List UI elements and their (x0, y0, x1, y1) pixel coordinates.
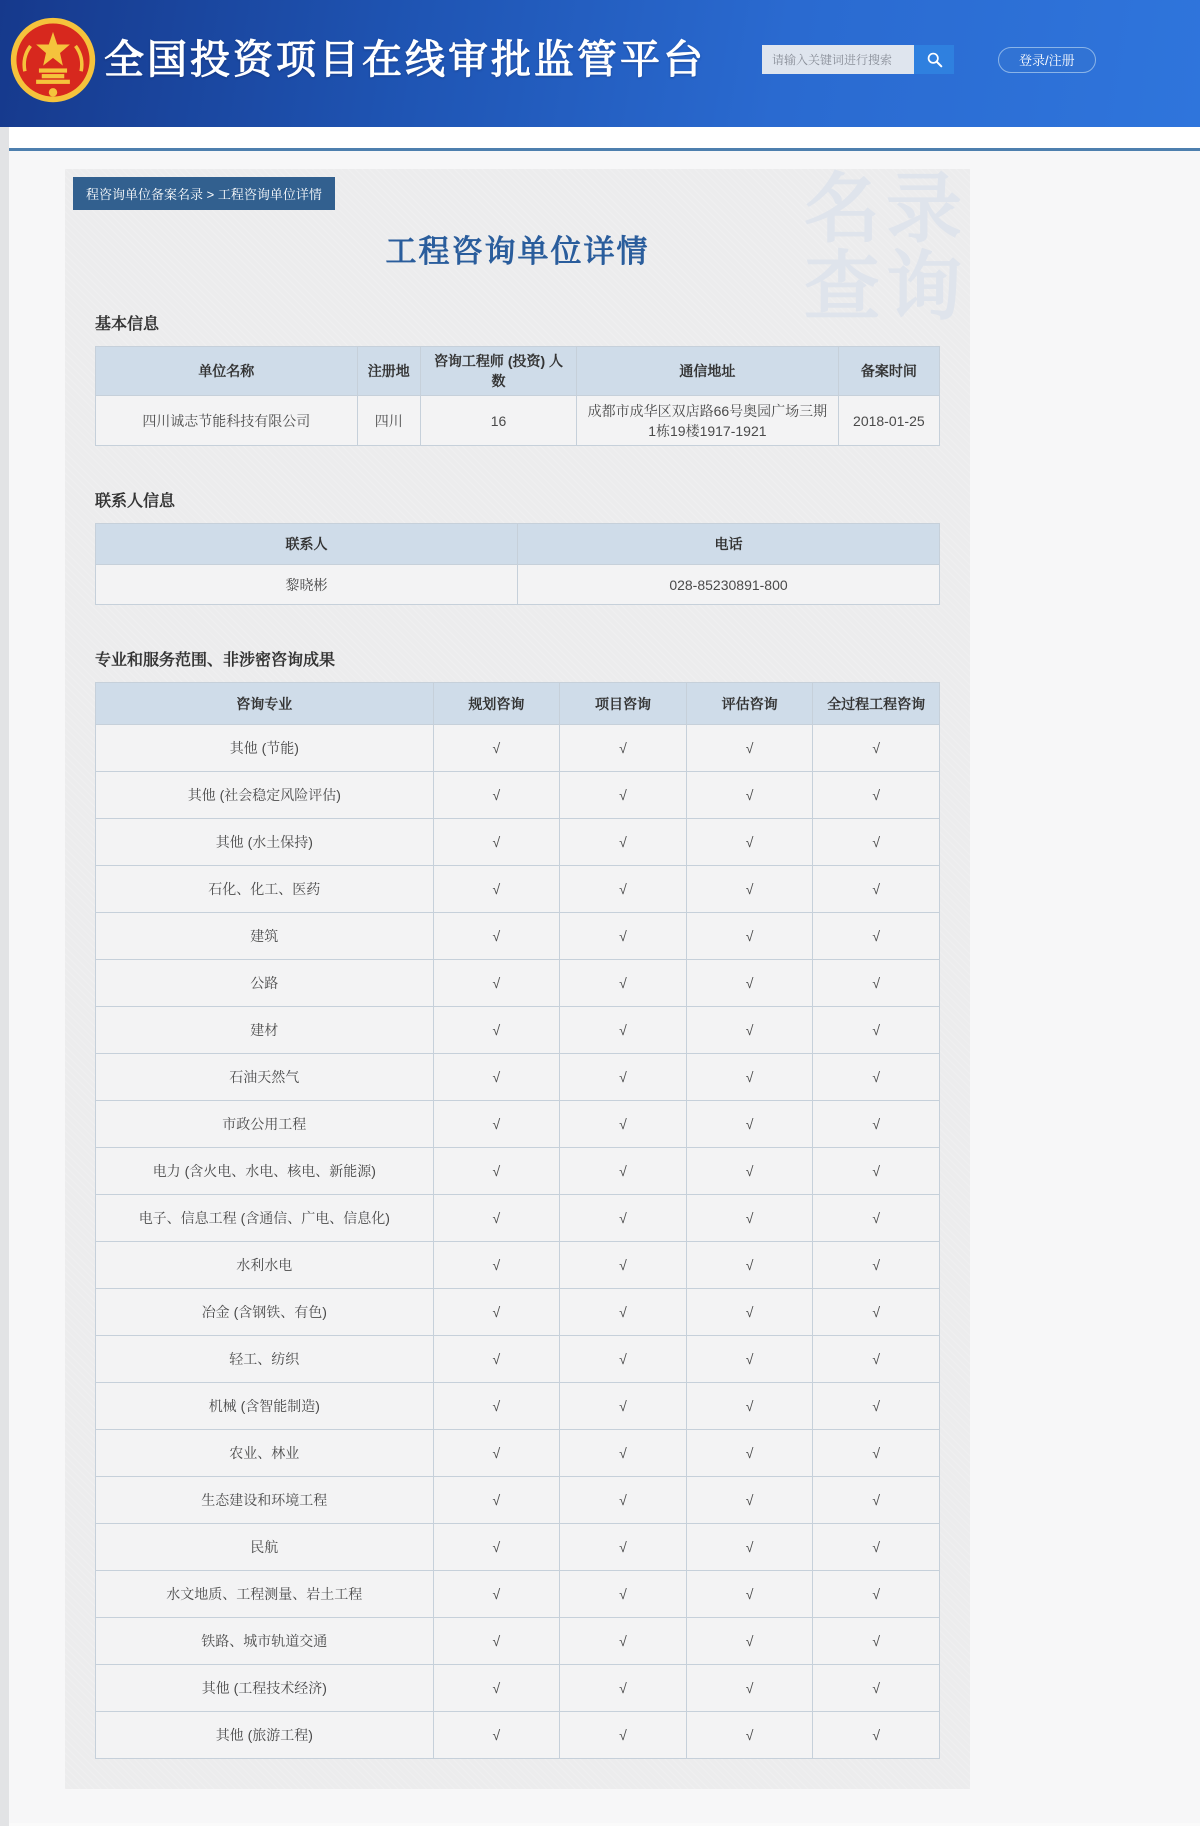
login-register-button[interactable]: 登录/注册 (998, 47, 1096, 73)
contact-title: 联系人信息 (95, 493, 176, 510)
col-header-address: 通信地址 (577, 347, 839, 396)
service-row (96, 866, 940, 913)
service-check-cell: √ (686, 913, 813, 960)
col-header-evaluation-consulting: 评估咨询 (686, 683, 813, 725)
service-row (96, 960, 940, 1007)
service-specialty-cell: 铁路、城市轨道交通 (96, 1618, 434, 1665)
service-specialty-cell: 轻工、纺织 (96, 1336, 434, 1383)
service-check-cell: √ (433, 866, 560, 913)
service-check-cell: √ (686, 1618, 813, 1665)
service-check-cell: √ (813, 819, 940, 866)
service-check-cell: √ (686, 1712, 813, 1759)
basic-info-title: 基本信息 (95, 316, 160, 333)
service-row (96, 913, 940, 960)
service-check-cell: √ (433, 725, 560, 772)
service-row (96, 1336, 940, 1383)
service-check-cell: √ (433, 1524, 560, 1571)
service-row (96, 1571, 940, 1618)
service-check-cell: √ (433, 1571, 560, 1618)
service-check-cell: √ (686, 1101, 813, 1148)
site-title: 全国投资项目在线审批监管平台 (104, 38, 706, 82)
service-check-cell: √ (813, 772, 940, 819)
services-table (95, 682, 940, 1759)
service-row (96, 772, 940, 819)
contact-table (95, 523, 940, 605)
national-emblem-logo (8, 14, 98, 106)
service-row (96, 1524, 940, 1571)
service-check-cell: √ (686, 1336, 813, 1383)
service-check-cell: √ (560, 1571, 687, 1618)
service-check-cell: √ (433, 772, 560, 819)
service-check-cell: √ (433, 819, 560, 866)
col-header-project-consulting: 项目咨询 (560, 683, 687, 725)
service-check-cell: √ (686, 1195, 813, 1242)
breadcrumb[interactable]: 程咨询单位备案名录 > 工程咨询单位详情 (73, 177, 335, 210)
service-check-cell: √ (813, 1712, 940, 1759)
service-check-cell: √ (686, 772, 813, 819)
service-check-cell: √ (433, 1336, 560, 1383)
service-check-cell: √ (813, 1571, 940, 1618)
service-check-cell: √ (813, 1148, 940, 1195)
service-check-cell: √ (813, 1665, 940, 1712)
service-check-cell: √ (433, 913, 560, 960)
page-title: 工程咨询单位详情 (385, 234, 650, 269)
service-check-cell: √ (813, 913, 940, 960)
header-divider-band (0, 127, 1200, 151)
service-check-cell: √ (813, 866, 940, 913)
service-specialty-cell: 农业、林业 (96, 1430, 434, 1477)
service-row (96, 1383, 940, 1430)
service-check-cell: √ (560, 1383, 687, 1430)
service-check-cell: √ (686, 1054, 813, 1101)
service-specialty-cell: 其他 (节能) (96, 725, 434, 772)
content-panel (65, 169, 970, 1789)
record-date-cell: 2018-01-25 (838, 396, 939, 446)
service-check-cell: √ (560, 1618, 687, 1665)
service-check-cell: √ (433, 1618, 560, 1665)
basic-info-header-row (96, 347, 940, 396)
service-check-cell: √ (560, 1336, 687, 1383)
service-check-cell: √ (686, 1148, 813, 1195)
service-check-cell: √ (813, 1430, 940, 1477)
service-check-cell: √ (433, 1195, 560, 1242)
service-row (96, 1665, 940, 1712)
contact-data-row (96, 565, 940, 605)
services-header-row (96, 683, 940, 725)
service-check-cell: √ (433, 1712, 560, 1759)
service-specialty-cell: 冶金 (含钢铁、有色) (96, 1289, 434, 1336)
service-check-cell: √ (560, 725, 687, 772)
service-check-cell: √ (560, 1477, 687, 1524)
col-header-planning-consulting: 规划咨询 (433, 683, 560, 725)
col-header-specialty: 咨询专业 (96, 683, 434, 725)
services-table-body (96, 725, 940, 1759)
service-specialty-cell: 机械 (含智能制造) (96, 1383, 434, 1430)
service-check-cell: √ (433, 1101, 560, 1148)
service-specialty-cell: 公路 (96, 960, 434, 1007)
service-check-cell: √ (813, 1383, 940, 1430)
service-check-cell: √ (560, 772, 687, 819)
search-button[interactable] (914, 45, 954, 74)
service-row (96, 1148, 940, 1195)
service-check-cell: √ (686, 866, 813, 913)
service-check-cell: √ (560, 1665, 687, 1712)
service-check-cell: √ (813, 725, 940, 772)
service-row (96, 1618, 940, 1665)
service-specialty-cell: 水利水电 (96, 1242, 434, 1289)
service-check-cell: √ (686, 960, 813, 1007)
service-check-cell: √ (560, 1148, 687, 1195)
services-section (65, 647, 970, 1759)
service-check-cell: √ (433, 960, 560, 1007)
service-check-cell: √ (433, 1289, 560, 1336)
service-check-cell: √ (433, 1383, 560, 1430)
service-check-cell: √ (813, 1477, 940, 1524)
service-check-cell: √ (686, 1524, 813, 1571)
service-check-cell: √ (560, 1289, 687, 1336)
service-check-cell: √ (433, 1007, 560, 1054)
watermark-line-1: 名录 (804, 167, 968, 252)
service-row (96, 1242, 940, 1289)
col-header-engineer-count: 咨询工程师 (投资) 人数 (420, 347, 576, 396)
service-specialty-cell: 建材 (96, 1007, 434, 1054)
service-check-cell: √ (560, 819, 687, 866)
service-check-cell: √ (813, 1007, 940, 1054)
service-specialty-cell: 其他 (工程技术经济) (96, 1665, 434, 1712)
service-row (96, 1430, 940, 1477)
page-left-gutter (0, 127, 9, 1826)
service-specialty-cell: 其他 (水土保持) (96, 819, 434, 866)
col-header-whole-process-consulting: 全过程工程咨询 (813, 683, 940, 725)
site-header (0, 0, 1200, 127)
service-check-cell: √ (813, 1054, 940, 1101)
service-specialty-cell: 其他 (社会稳定风险评估) (96, 772, 434, 819)
page-area (0, 151, 1200, 1823)
service-check-cell: √ (686, 1571, 813, 1618)
service-check-cell: √ (560, 1430, 687, 1477)
service-row (96, 725, 940, 772)
service-check-cell: √ (560, 1524, 687, 1571)
registered-place-cell: 四川 (357, 396, 420, 446)
service-check-cell: √ (560, 1007, 687, 1054)
service-check-cell: √ (560, 1101, 687, 1148)
service-row (96, 1712, 940, 1759)
basic-info-table (95, 346, 940, 446)
service-check-cell: √ (686, 1430, 813, 1477)
service-check-cell: √ (686, 1242, 813, 1289)
address-cell: 成都市成华区双店路66号奥园广场三期1栋19楼1917-1921 (577, 396, 839, 446)
col-header-record-date: 备案时间 (838, 347, 939, 396)
service-check-cell: √ (560, 866, 687, 913)
service-check-cell: √ (686, 819, 813, 866)
basic-info-section (65, 311, 970, 446)
service-check-cell: √ (813, 1289, 940, 1336)
service-check-cell: √ (686, 1477, 813, 1524)
service-row (96, 1054, 940, 1101)
service-specialty-cell: 水文地质、工程测量、岩土工程 (96, 1571, 434, 1618)
unit-name-cell: 四川诚志节能科技有限公司 (96, 396, 358, 446)
service-check-cell: √ (813, 960, 940, 1007)
service-specialty-cell: 民航 (96, 1524, 434, 1571)
service-specialty-cell: 生态建设和环境工程 (96, 1477, 434, 1524)
service-row (96, 819, 940, 866)
service-check-cell: √ (433, 1430, 560, 1477)
service-row (96, 1195, 940, 1242)
service-check-cell: √ (560, 1054, 687, 1101)
service-specialty-cell: 电子、信息工程 (含通信、广电、信息化) (96, 1195, 434, 1242)
service-row (96, 1289, 940, 1336)
service-check-cell: √ (813, 1618, 940, 1665)
search-group (762, 45, 954, 74)
service-specialty-cell: 市政公用工程 (96, 1101, 434, 1148)
col-header-contact-name: 联系人 (96, 524, 518, 565)
search-icon (926, 51, 943, 68)
service-row (96, 1101, 940, 1148)
contact-name-cell: 黎晓彬 (96, 565, 518, 605)
service-check-cell: √ (686, 725, 813, 772)
service-check-cell: √ (813, 1195, 940, 1242)
search-input[interactable] (762, 45, 914, 74)
service-check-cell: √ (433, 1148, 560, 1195)
service-check-cell: √ (433, 1477, 560, 1524)
service-check-cell: √ (813, 1336, 940, 1383)
service-specialty-cell: 建筑 (96, 913, 434, 960)
service-check-cell: √ (560, 913, 687, 960)
contact-header-row (96, 524, 940, 565)
service-check-cell: √ (813, 1101, 940, 1148)
basic-info-data-row (96, 396, 940, 446)
service-check-cell: √ (560, 1242, 687, 1289)
service-check-cell: √ (433, 1054, 560, 1101)
service-check-cell: √ (813, 1242, 940, 1289)
service-specialty-cell: 其他 (旅游工程) (96, 1712, 434, 1759)
col-header-phone: 电话 (518, 524, 940, 565)
service-specialty-cell: 石油天然气 (96, 1054, 434, 1101)
service-specialty-cell: 石化、化工、医药 (96, 866, 434, 913)
service-check-cell: √ (560, 1195, 687, 1242)
col-header-unit-name: 单位名称 (96, 347, 358, 396)
service-check-cell: √ (560, 960, 687, 1007)
service-check-cell: √ (433, 1665, 560, 1712)
service-check-cell: √ (686, 1383, 813, 1430)
service-specialty-cell: 电力 (含火电、水电、核电、新能源) (96, 1148, 434, 1195)
contact-phone-cell: 028-85230891-800 (518, 565, 940, 605)
service-row (96, 1477, 940, 1524)
contact-section (65, 488, 970, 605)
service-check-cell: √ (686, 1665, 813, 1712)
watermark-line-2: 查询 (804, 244, 968, 330)
service-row (96, 1007, 940, 1054)
engineer-count-cell: 16 (420, 396, 576, 446)
service-check-cell: √ (686, 1007, 813, 1054)
header-actions (762, 45, 1096, 74)
service-check-cell: √ (813, 1524, 940, 1571)
services-title: 专业和服务范围、非涉密咨询成果 (95, 652, 336, 669)
service-check-cell: √ (686, 1289, 813, 1336)
col-header-registered-place: 注册地 (357, 347, 420, 396)
service-check-cell: √ (433, 1242, 560, 1289)
service-check-cell: √ (560, 1712, 687, 1759)
